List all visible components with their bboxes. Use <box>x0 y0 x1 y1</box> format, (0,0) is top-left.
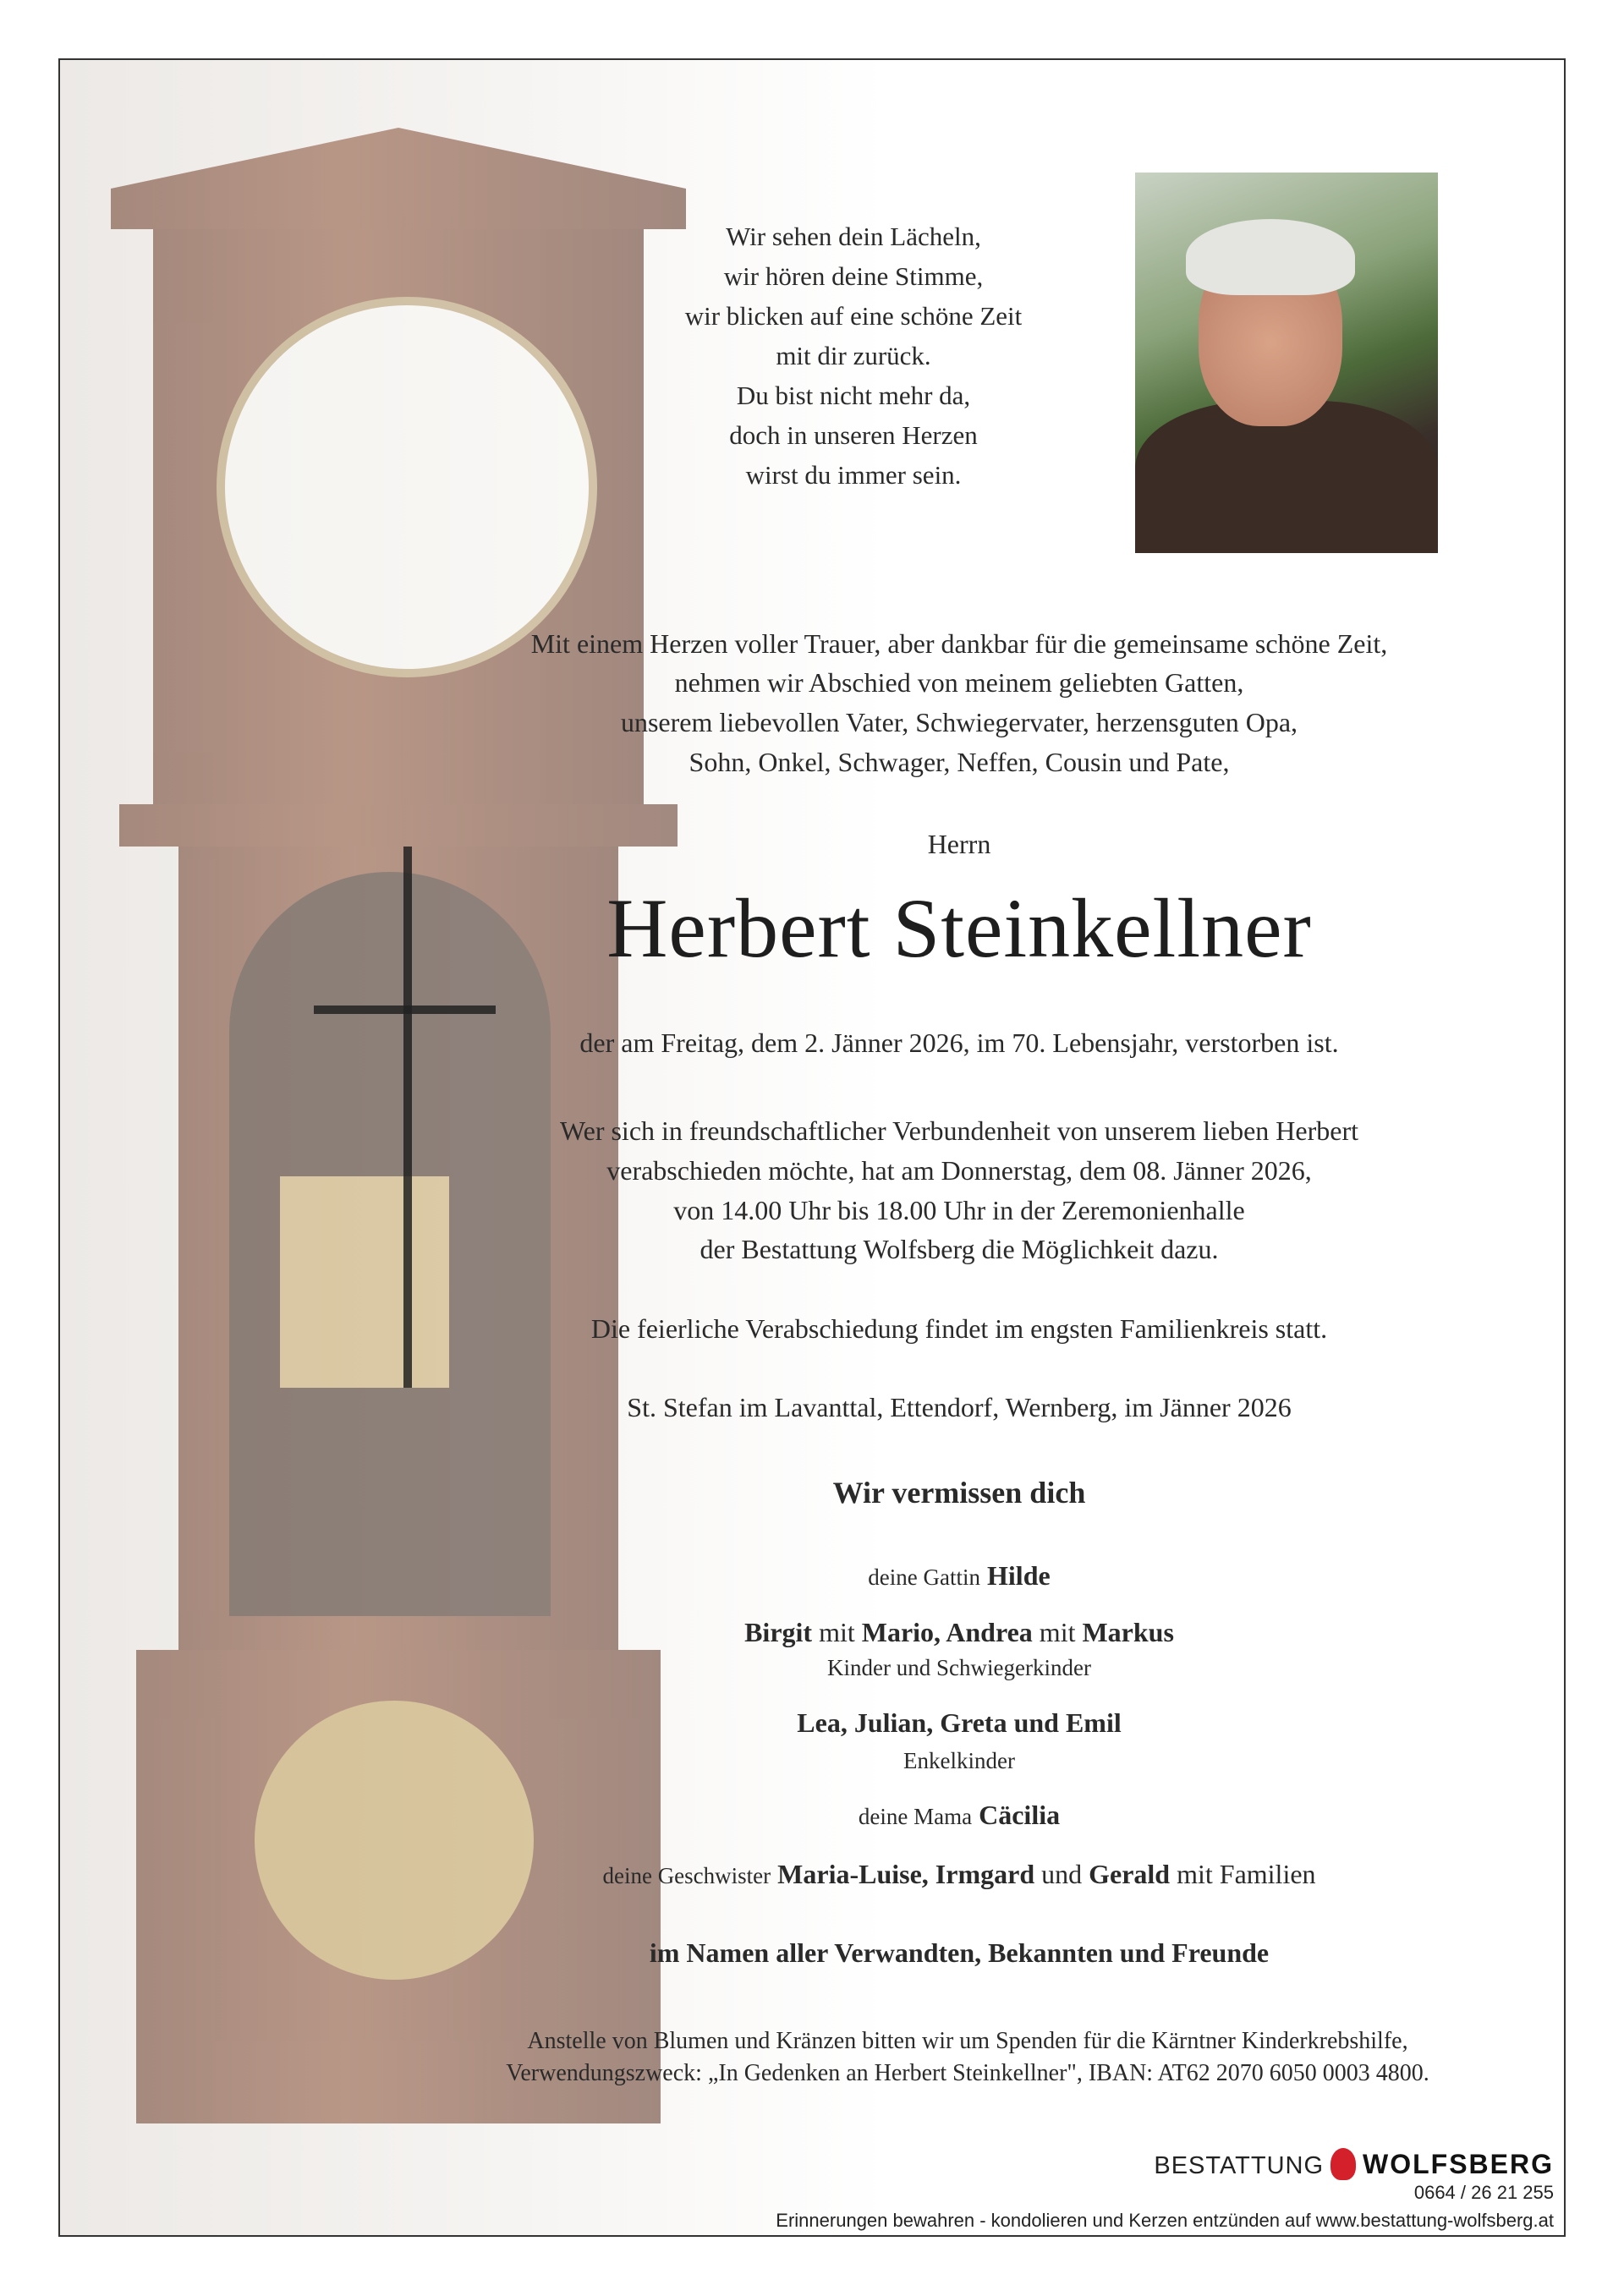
text: mit <box>819 1617 855 1647</box>
farewell-line: Wer sich in freundschaftlicher Verbundenheit von unserem lieben Herbert <box>559 1115 1359 1146</box>
poem-line: Wir sehen dein Lächeln, <box>726 222 981 251</box>
mourner-siblings <box>602 1859 1315 1890</box>
donation-line: Anstelle von Blumen und Kränzen bitten wir um Spenden für die Kärntner Kinderkrebshilfe, <box>527 2028 1408 2054</box>
mourner-wife <box>868 1560 1050 1592</box>
portrait-photo <box>1135 173 1438 553</box>
intro-line: Mit einem Herzen voller Trauer, aber dankbar für die gemeinsame schöne Zeit, <box>530 628 1388 659</box>
deceased-name: Herbert Steinkellner <box>606 881 1312 975</box>
place-date: St. Stefan im Lavanttal, Ettendorf, Wernberg, im Jänner 2026 <box>627 1392 1292 1422</box>
text: und <box>1041 1859 1083 1889</box>
mourner-mother <box>859 1800 1060 1831</box>
poem-line: wir blicken auf eine schöne Zeit <box>684 301 1023 331</box>
salutation: Herrn <box>927 829 991 859</box>
farewell-line: der Bestattung Wolfsberg die Möglichkeit dazu. <box>700 1234 1219 1264</box>
logo-text-right: WOLFSBERG <box>1363 2149 1554 2179</box>
text: mit Familien <box>1177 1859 1316 1889</box>
clock-background-image <box>102 94 694 2208</box>
donation-line: Verwendungszweck: „In Gedenken an Herbert Steinkellner", IBAN: AT62 2070 6050 0003 4800. <box>506 2060 1429 2086</box>
mourner-all: im Namen aller Verwandten, Bekannten und Freunde <box>649 1937 1270 1968</box>
intro-line: nehmen wir Abschied von meinem geliebten Gatten, <box>674 667 1244 698</box>
name: Mario, Andrea <box>861 1617 1033 1647</box>
name: Hilde <box>987 1560 1051 1591</box>
name: Cäcilia <box>979 1800 1061 1830</box>
poem-line: doch in unseren Herzen <box>729 420 978 450</box>
poem-line: wirst du immer sein. <box>745 460 962 490</box>
death-notice: der am Freitag, dem 2. Jänner 2026, im 70. Lebensjahr, verstorben ist. <box>579 1027 1339 1058</box>
farewell-line: von 14.00 Uhr bis 18.00 Uhr in der Zeremonienhalle <box>673 1195 1245 1225</box>
phone-number: 0664 / 26 21 255 <box>1413 2182 1554 2203</box>
name: Markus <box>1082 1617 1174 1647</box>
poem-line: Du bist nicht mehr da, <box>736 381 971 410</box>
footer-text: Erinnerungen bewahren - kondolieren und Kerzen entzünden auf www.bestattung-wolfsberg.at <box>776 2210 1554 2231</box>
mourner-grandchildren: Lea, Julian, Greta und Emil <box>797 1707 1122 1738</box>
rose-icon <box>1330 2148 1356 2180</box>
mourner-children <box>744 1617 1174 1648</box>
text: mit <box>1039 1617 1076 1647</box>
intro-line: unserem liebevollen Vater, Schwiegervater, herzensguten Opa, <box>620 707 1298 737</box>
grandchildren-label: Enkelkinder <box>903 1748 1015 1773</box>
poem-line: wir hören deine Stimme, <box>723 261 984 291</box>
label: deine Mama <box>858 1804 973 1829</box>
logo-text-left: BESTATTUNG <box>1154 2152 1325 2179</box>
miss-heading: Wir vermissen dich <box>832 1476 1086 1510</box>
name: Birgit <box>744 1617 813 1647</box>
name: Maria-Luise, Irmgard <box>777 1859 1035 1889</box>
name: Gerald <box>1089 1859 1171 1889</box>
poem-line: mit dir zurück. <box>776 341 931 370</box>
ceremony-note: Die feierliche Verabschiedung findet im engsten Familienkreis statt. <box>590 1313 1328 1344</box>
funeral-home-logo <box>1154 2148 1554 2204</box>
intro-line: Sohn, Onkel, Schwager, Neffen, Cousin und Pate, <box>689 747 1230 777</box>
farewell-line: verabschieden möchte, hat am Donnerstag, dem 08. Jänner 2026, <box>606 1155 1312 1186</box>
cross-icon <box>403 847 412 1388</box>
label: deine Geschwister <box>602 1863 771 1888</box>
label: deine Gattin <box>868 1564 981 1590</box>
children-label: Kinder und Schwiegerkinder <box>827 1655 1091 1680</box>
